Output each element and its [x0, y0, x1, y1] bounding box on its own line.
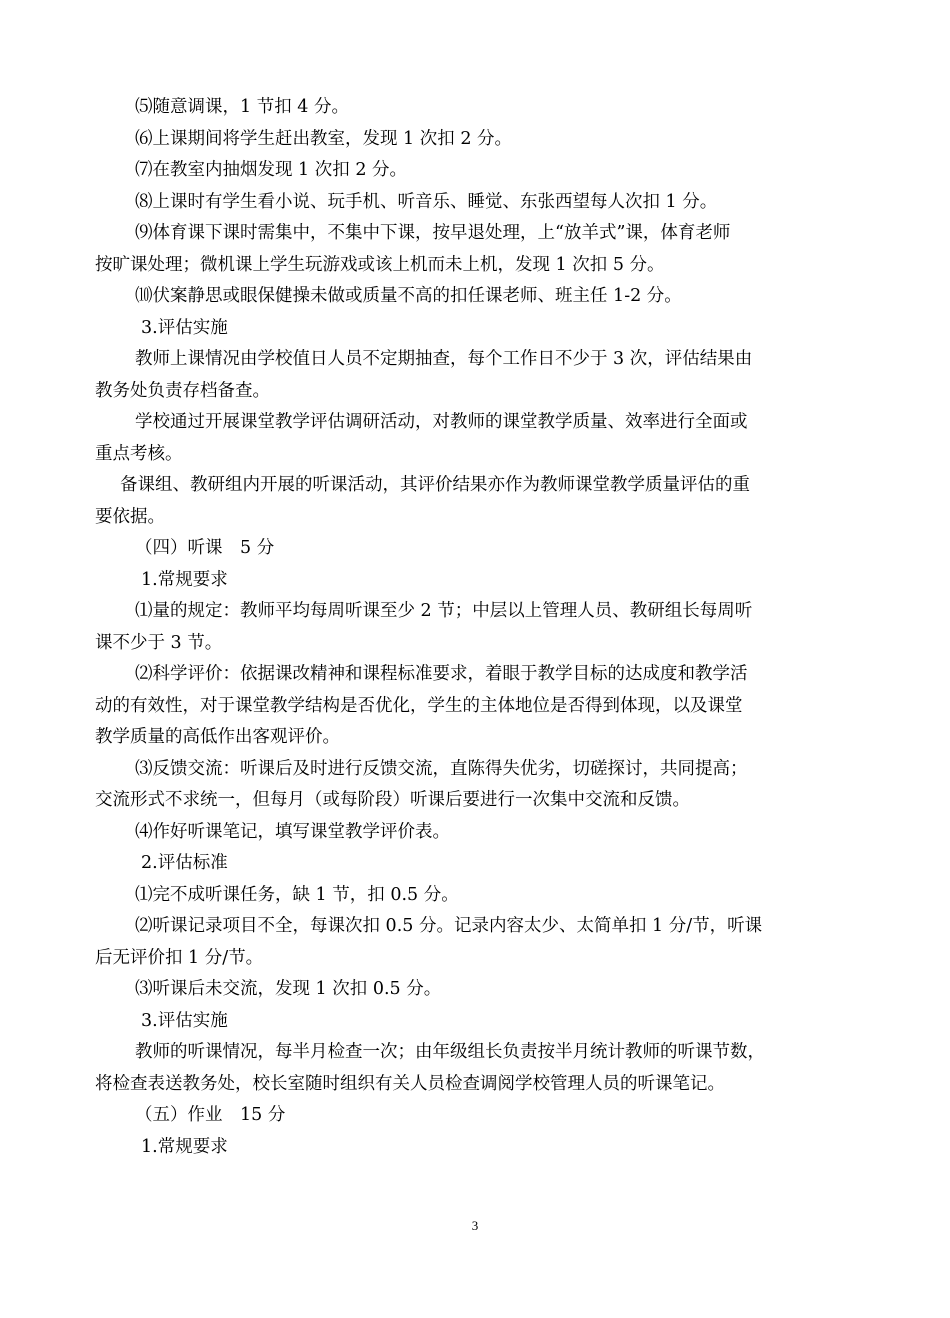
text-line: 备课组、教研组内开展的听课活动，其评价结果亦作为教师课堂教学质量评估的重 — [120, 475, 750, 495]
text-line: 学校通过开展课堂教学评估调研活动，对教师的课堂教学质量、效率进行全面或 — [135, 412, 748, 432]
text-line: ⑵听课记录项目不全，每课次扣 0.5 分。记录内容太少、太简单扣 1 分/节，听课 — [135, 916, 763, 936]
text-line: ⑶听课后未交流，发现 1 次扣 0.5 分。 — [135, 979, 442, 999]
text-line: 1.常规要求 — [141, 569, 228, 590]
text-line: ⑻上课时有学生看小说、玩手机、听音乐、睡觉、东张西望每人次扣 1 分。 — [135, 191, 718, 212]
document-body — [95, 92, 865, 1163]
text-line: ⑷作好听课笔记，填写课堂教学评价表。 — [135, 821, 450, 842]
text-line: 3.评估实施 — [141, 317, 228, 338]
text-line: 教务处负责存档备查。 — [95, 380, 270, 401]
text-line: 按旷课处理；微机课上学生玩游戏或该上机而未上机，发现 1 次扣 5 分。 — [95, 254, 665, 275]
text-line: 动的有效性，对于课堂教学结构是否优化，学生的主体地位是否得到体现，以及课堂 — [95, 695, 743, 716]
page-number: 3 — [471, 1218, 479, 1233]
text-line: ⑺在教室内抽烟发现 1 次扣 2 分。 — [135, 160, 408, 180]
text-line: 交流形式不求统一，但每月（或每阶段）听课后要进行一次集中交流和反馈。 — [95, 790, 690, 810]
text-line: 教学质量的高低作出客观评价。 — [95, 727, 340, 747]
text-line: ⑹上课期间将学生赶出教室，发现 1 次扣 2 分。 — [135, 128, 513, 149]
text-line: 教师的听课情况，每半月检查一次；由年级组长负责按半月统计教师的听课节数， — [135, 1042, 765, 1062]
text-line: ⑴量的规定：教师平均每周听课至少 2 节；中层以上管理人员、教研组长每周听 — [135, 601, 753, 621]
text-line: 教师上课情况由学校值日人员不定期抽查，每个工作日不少于 3 次，评估结果由 — [135, 349, 753, 369]
text-line: ⑸随意调课，1 节扣 4 分。 — [135, 97, 349, 117]
text-line: ⑴完不成听课任务，缺 1 节，扣 0.5 分。 — [135, 884, 459, 905]
text-line: 重点考核。 — [95, 443, 183, 464]
text-line: 要依据。 — [95, 506, 165, 527]
text-line: 1.常规要求 — [141, 1136, 228, 1157]
text-line: 2.评估标准 — [141, 853, 228, 873]
text-line: 课不少于 3 节。 — [95, 632, 223, 653]
text-line: （四）听课 5 分 — [135, 538, 275, 558]
text-line: ⑶反馈交流：听课后及时进行反馈交流，直陈得失优劣，切磋探讨，共同提高； — [135, 758, 748, 779]
text-line: （五）作业 15 分 — [135, 1105, 286, 1125]
text-line: 3.评估实施 — [141, 1010, 228, 1031]
text-line: 后无评价扣 1 分/节。 — [95, 947, 264, 968]
text-line: ⑵科学评价：依据课改精神和课程标准要求，着眼于教学目标的达成度和教学活 — [135, 664, 748, 684]
text-line: ⑽伏案静思或眼保健操未做或质量不高的扣任课老师、班主任 1-2 分。 — [135, 286, 682, 306]
text-line: ⑼体育课下课时需集中，不集中下课，按早退处理，上“放羊式”课，体育老师 — [135, 223, 731, 243]
text-line: 将检查表送教务处，校长室随时组织有关人员检查调阅学校管理人员的听课笔记。 — [95, 1073, 725, 1094]
